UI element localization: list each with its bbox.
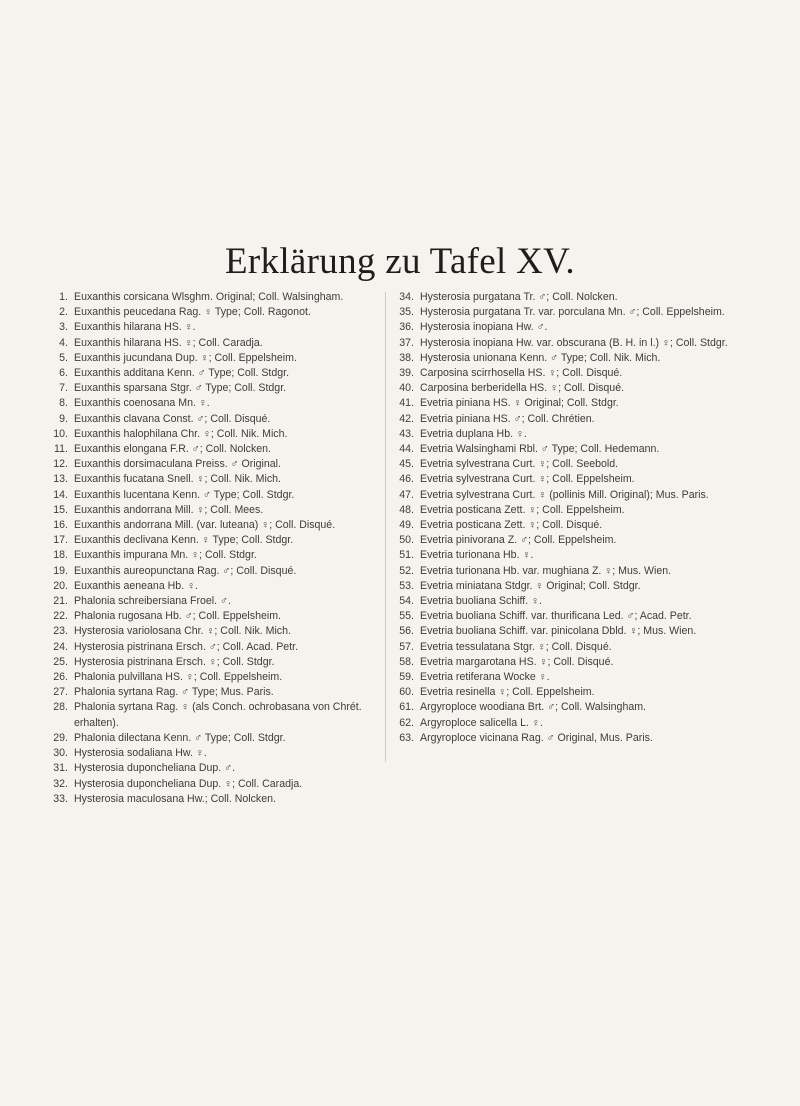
entry-text: Evetria piniana HS. ♀ Original; Coll. Stdgr. (420, 397, 619, 410)
entry-number: 29. (53, 731, 68, 744)
entry-number: 56. (399, 625, 414, 638)
entry-text: Euxanthis peucedana Rag. ♀ Type; Coll. Ragonot. (74, 306, 311, 319)
entry-text: Euxanthis aeneana Hb. ♀. (74, 579, 198, 592)
entry-number: 10. (53, 427, 68, 440)
legend-entry (392, 305, 752, 320)
entry-text: Hysterosia inopiana Hw. ♂. (420, 321, 548, 334)
legend-entry (46, 746, 380, 761)
entry-text: Evetria resinella ♀; Coll. Eppelsheim. (420, 686, 595, 699)
entry-number: 19. (53, 564, 68, 577)
legend-entry (392, 351, 752, 366)
entry-text: Euxanthis declivana Kenn. ♀ Type; Coll. Stdgr. (74, 534, 294, 547)
entry-text: Phalonia rugosana Hb. ♂; Coll. Eppelsheim. (74, 610, 281, 623)
entry-text: Phalonia syrtana Rag. ♀ (als Conch. ochrobasana von Chrét. erhalten). (74, 701, 362, 729)
entry-text: Euxanthis fucatana Snell. ♀; Coll. Nik. Mich. (74, 473, 281, 486)
entry-number: 47. (399, 488, 414, 501)
entry-number: 24. (53, 640, 68, 653)
legend-entry (46, 579, 380, 594)
legend-entry (46, 412, 380, 427)
entry-text: Hysterosia purgatana Tr. ♂; Coll. Nolcken. (420, 291, 618, 303)
entry-number: 59. (399, 671, 414, 684)
entry-number: 58. (399, 655, 414, 668)
entry-text: Evetria turionana Hb. var. mughiana Z. ♀; Mus. Wien. (420, 564, 672, 577)
entry-number: 52. (399, 564, 414, 577)
entry-text: Euxanthis coenosana Mn. ♀. (74, 397, 210, 410)
entry-text: Hysterosia sodaliana Hw. ♀. (74, 747, 207, 760)
legend-entry (392, 700, 752, 715)
entry-text: Argyroploce salicella L. ♀. (420, 716, 543, 729)
legend-entry (392, 564, 752, 579)
legend-entry (392, 533, 752, 548)
entry-text: Evetria buoliana Schiff. var. thurificana Led. ♂; Acad. Petr. (420, 610, 692, 623)
legend-entry (392, 427, 752, 442)
entry-text: Euxanthis andorrana Mill. (var. luteana) ♀; Coll. Disqué. (74, 519, 336, 532)
entry-text: Hysterosia unionana Kenn. ♂ Type; Coll. Nik. Mich. (420, 351, 661, 364)
entry-text: Carposina berberidella HS. ♀; Coll. Disqué. (420, 382, 625, 395)
entry-number: 40. (399, 382, 414, 395)
entry-text: Euxanthis additana Kenn. ♂ Type; Coll. Stdgr. (74, 367, 290, 380)
entry-text: Evetria posticana Zett. ♀; Coll. Eppelsheim. (420, 503, 625, 516)
entry-number: 38. (399, 351, 414, 364)
legend-entry (392, 442, 752, 457)
entry-text: Evetria sylvestrana Curt. ♀; Coll. Seebold. (420, 458, 619, 471)
entry-number: 54. (399, 595, 414, 608)
entry-text: Euxanthis andorrana Mill. ♀; Coll. Mees. (74, 503, 264, 516)
entry-text: Phalonia dilectana Kenn. ♂ Type; Coll. Stdgr. (74, 731, 286, 744)
entry-text: Evetria retiferana Wocke ♀. (420, 671, 550, 684)
legend-entry (392, 472, 752, 487)
entry-number: 39. (399, 367, 414, 380)
entry-number: 31. (53, 762, 68, 775)
legend-entry (392, 290, 752, 305)
entry-number: 25. (53, 655, 68, 668)
entry-number: 36. (399, 321, 414, 334)
legend-entry (46, 488, 380, 503)
entry-number: 53. (399, 579, 414, 592)
right-column (392, 290, 752, 746)
entry-number: 21. (53, 595, 68, 608)
legend-entry (392, 488, 752, 503)
entry-number: 43. (399, 427, 414, 440)
legend-entry (392, 381, 752, 396)
entry-text: Phalonia syrtana Rag. ♂ Type; Mus. Paris. (74, 686, 274, 699)
entry-text: Evetria sylvestrana Curt. ♀ (pollinis Mill. Original); Mus. Paris. (420, 488, 709, 501)
legend-entry (46, 290, 380, 305)
entry-number: 27. (53, 686, 68, 699)
entry-text: Hysterosia purgatana Tr. var. porculana Mn. ♂; Coll. Eppelsheim. (420, 306, 725, 319)
legend-entry (46, 442, 380, 457)
entry-text: Euxanthis lucentana Kenn. ♂ Type; Coll. Stdgr. (74, 488, 295, 501)
legend-entry (46, 396, 380, 411)
legend-entry (392, 320, 752, 335)
entry-text: Evetria turionana Hb. ♀. (420, 549, 534, 562)
legend-entry (392, 457, 752, 472)
entry-number: 60. (399, 686, 414, 699)
entry-text: Evetria posticana Zett. ♀; Coll. Disqué. (420, 519, 603, 532)
entry-number: 41. (399, 397, 414, 410)
entry-text: Euxanthis clavana Const. ♂; Coll. Disqué. (74, 412, 271, 425)
legend-entry (46, 761, 380, 776)
column-divider (385, 292, 386, 762)
legend-entry (46, 351, 380, 366)
legend-entry (46, 503, 380, 518)
entry-number: 35. (399, 306, 414, 319)
entry-number: 22. (53, 610, 68, 623)
entry-number: 16. (53, 519, 68, 532)
entry-number: 9. (59, 412, 68, 425)
entry-number: 37. (399, 336, 414, 349)
legend-entry (46, 777, 380, 792)
entry-text: Hysterosia inopiana Hw. var. obscurana (B. H. in l.) ♀; Coll. Stdgr. (420, 336, 728, 349)
entry-text: Euxanthis jucundana Dup. ♀; Coll. Eppelsheim. (74, 351, 297, 364)
entry-number: 28. (53, 701, 68, 714)
legend-entry (46, 731, 380, 746)
entry-number: 5. (59, 351, 68, 364)
entry-number: 34. (399, 291, 414, 303)
entry-number: 8. (59, 397, 68, 410)
entry-text: Euxanthis corsicana Wlsghm. Original; Coll. Walsingham. (74, 291, 344, 303)
legend-entry (392, 685, 752, 700)
legend-entry (46, 518, 380, 533)
legend-entry (392, 518, 752, 533)
entry-text: Evetria sylvestrana Curt. ♀; Coll. Eppelsheim. (420, 473, 635, 486)
entry-number: 33. (53, 792, 68, 805)
entry-number: 46. (399, 473, 414, 486)
entry-number: 7. (59, 382, 68, 395)
legend-entry (46, 457, 380, 472)
entry-number: 12. (53, 458, 68, 471)
entry-text: Argyroploce vicinana Rag. ♂ Original, Mus. Paris. (420, 731, 653, 744)
entry-number: 3. (59, 321, 68, 334)
legend-entry (46, 670, 380, 685)
entry-text: Hysterosia pistrinana Ersch. ♀; Coll. Stdgr. (74, 655, 275, 668)
entry-text: Evetria buoliana Schiff. var. pinicolana Dbld. ♀; Mus. Wien. (420, 625, 697, 638)
legend-entry (392, 366, 752, 381)
entry-number: 2. (59, 306, 68, 319)
entry-number: 32. (53, 777, 68, 790)
entry-number: 57. (399, 640, 414, 653)
entry-number: 61. (399, 701, 414, 714)
legend-entry (392, 336, 752, 351)
entry-number: 14. (53, 488, 68, 501)
legend-entry (392, 640, 752, 655)
entry-number: 1. (59, 291, 68, 303)
entry-number: 18. (53, 549, 68, 562)
page-title: Erklärung zu Tafel XV. (225, 241, 575, 282)
legend-entry (392, 412, 752, 427)
legend-entry (392, 655, 752, 670)
legend-entry (46, 381, 380, 396)
legend-entry (46, 548, 380, 563)
entry-text: Euxanthis elongana F.R. ♂; Coll. Nolcken. (74, 443, 271, 456)
entry-number: 49. (399, 519, 414, 532)
entry-text: Euxanthis dorsimaculana Preiss. ♂ Original. (74, 458, 281, 471)
entry-text: Evetria pinivorana Z. ♂; Coll. Eppelsheim. (420, 534, 617, 547)
legend-entry (46, 320, 380, 335)
entry-number: 50. (399, 534, 414, 547)
entry-text: Hysterosia maculosana Hw.; Coll. Nolcken. (74, 792, 276, 805)
legend-entry (46, 655, 380, 670)
legend-entry (392, 594, 752, 609)
left-column (46, 290, 380, 807)
entry-text: Evetria miniatana Stdgr. ♀ Original; Coll. Stdgr. (420, 579, 641, 592)
legend-entry (392, 396, 752, 411)
entry-number: 51. (399, 549, 414, 562)
entry-text: Evetria piniana HS. ♂; Coll. Chrétien. (420, 412, 595, 425)
legend-entry (46, 594, 380, 609)
legend-entry (46, 700, 380, 730)
legend-entry (46, 685, 380, 700)
entry-text: Evetria buoliana Schiff. ♀. (420, 595, 542, 608)
legend-entry (392, 731, 752, 746)
entry-text: Euxanthis sparsana Stgr. ♂ Type; Coll. Stdgr. (74, 382, 287, 395)
legend-entry (392, 609, 752, 624)
entry-number: 45. (399, 458, 414, 471)
entry-text: Hysterosia duponcheliana Dup. ♀; Coll. Caradja. (74, 777, 303, 790)
entry-text: Evetria tessulatana Stgr. ♀; Coll. Disqué. (420, 640, 612, 653)
entry-text: Argyroploce woodiana Brt. ♂; Coll. Walsingham. (420, 701, 646, 714)
entry-text: Evetria margarotana HS. ♀; Coll. Disqué. (420, 655, 614, 668)
legend-entry (392, 548, 752, 563)
entry-number: 4. (59, 336, 68, 349)
legend-entry (392, 503, 752, 518)
entry-text: Euxanthis impurana Mn. ♀; Coll. Stdgr. (74, 549, 257, 562)
legend-entry (46, 472, 380, 487)
legend-entry (46, 533, 380, 548)
entry-text: Carposina scirrhosella HS. ♀; Coll. Disqué. (420, 367, 623, 380)
entry-text: Euxanthis aureopunctana Rag. ♂; Coll. Disqué. (74, 564, 297, 577)
entry-number: 30. (53, 747, 68, 760)
entry-text: Evetria duplana Hb. ♀. (420, 427, 527, 440)
entry-text: Euxanthis hilarana HS. ♀; Coll. Caradja. (74, 336, 263, 349)
legend-entry (46, 366, 380, 381)
entry-number: 23. (53, 625, 68, 638)
legend-entry (46, 305, 380, 320)
entry-number: 55. (399, 610, 414, 623)
entry-number: 13. (53, 473, 68, 486)
legend-entry (46, 640, 380, 655)
entry-number: 15. (53, 503, 68, 516)
entry-text: Evetria Walsinghami Rbl. ♂ Type; Coll. Hedemann. (420, 443, 660, 456)
legend-entry (46, 624, 380, 639)
entry-text: Hysterosia variolosana Chr. ♀; Coll. Nik. Mich. (74, 625, 291, 638)
entry-number: 42. (399, 412, 414, 425)
entry-number: 6. (59, 367, 68, 380)
legend-entry (392, 670, 752, 685)
entry-number: 63. (399, 731, 414, 744)
legend-entry (46, 792, 380, 807)
legend-entry (392, 579, 752, 594)
entry-text: Hysterosia duponcheliana Dup. ♂. (74, 762, 236, 775)
entry-number: 26. (53, 671, 68, 684)
legend-entry (392, 716, 752, 731)
entry-number: 11. (54, 443, 68, 456)
entry-number: 48. (399, 503, 414, 516)
legend-entry (392, 624, 752, 639)
legend-entry (46, 609, 380, 624)
entry-number: 17. (53, 534, 68, 547)
legend-entry (46, 427, 380, 442)
legend-entry (46, 336, 380, 351)
entry-number: 20. (53, 579, 68, 592)
entry-text: Phalonia schreibersiana Froel. ♂. (74, 595, 231, 608)
entry-number: 44. (399, 443, 414, 456)
entry-text: Euxanthis halophilana Chr. ♀; Coll. Nik. Mich. (74, 427, 288, 440)
entry-text: Euxanthis hilarana HS. ♀. (74, 321, 196, 334)
legend-entry (46, 564, 380, 579)
entry-text: Phalonia pulvillana HS. ♀; Coll. Eppelsheim. (74, 671, 283, 684)
entry-text: Hysterosia pistrinana Ersch. ♂; Coll. Acad. Petr. (74, 640, 299, 653)
entry-number: 62. (399, 716, 414, 729)
